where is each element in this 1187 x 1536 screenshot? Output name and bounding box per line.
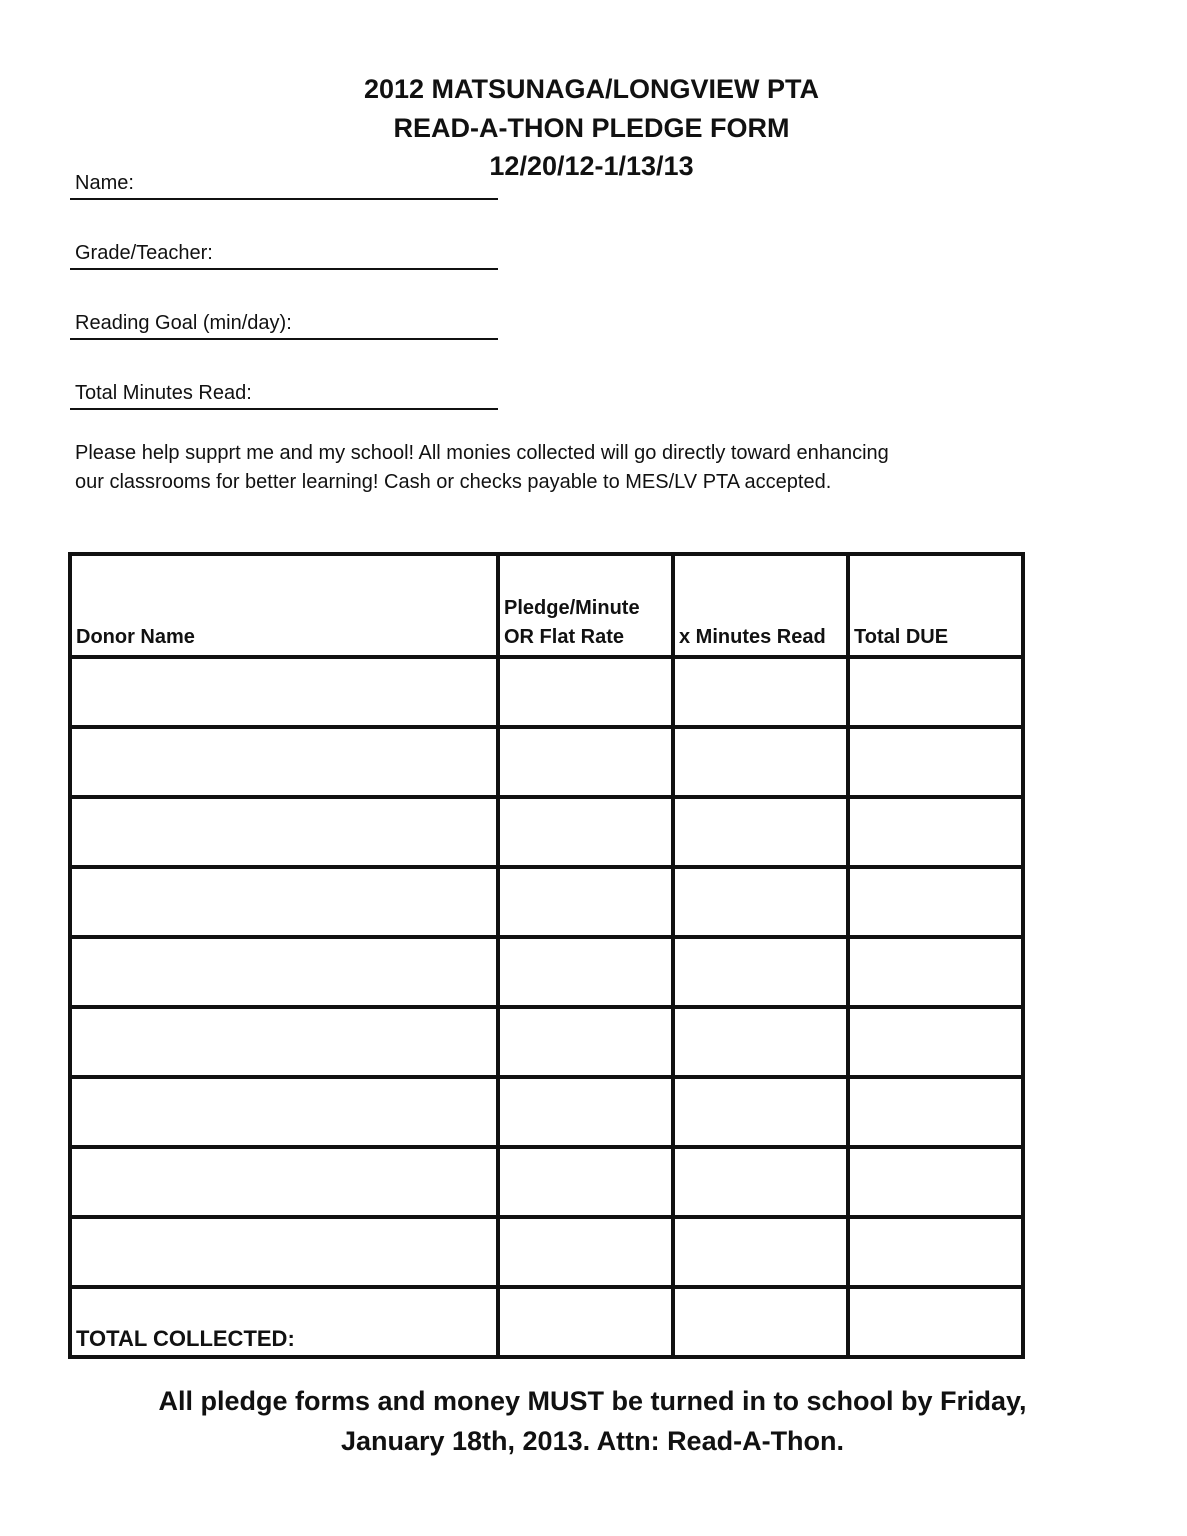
pledge-table <box>68 552 1025 1359</box>
minutes-read-cell[interactable] <box>673 657 848 727</box>
pledge-header-line: Pledge/Minute <box>504 597 640 619</box>
minutes-read-cell[interactable] <box>673 1147 848 1217</box>
intro-line: Please help supprt me and my school! All monies collected will go directly toward enhancing <box>75 442 889 464</box>
column-header-minutes-read: x Minutes Read <box>673 554 848 657</box>
deadline-notice <box>0 1381 1187 1461</box>
title-line-dates: 12/20/12-1/13/13 <box>489 151 694 181</box>
total-minutes-field[interactable] <box>70 382 498 410</box>
total-collected-row <box>70 1287 1023 1357</box>
pledge-rate-cell[interactable] <box>498 867 673 937</box>
table-row <box>70 1147 1023 1217</box>
minutes-read-cell[interactable] <box>673 1077 848 1147</box>
pledge-header-line: OR Flat Rate <box>504 626 625 648</box>
table-row <box>70 657 1023 727</box>
total-due-cell[interactable] <box>848 1007 1023 1077</box>
grade-teacher-label: Grade/Teacher: <box>75 242 213 264</box>
deadline-line: January 18th, 2013. Attn: Read-A-Thon. <box>340 1426 845 1456</box>
total-collected-label-cell <box>70 1287 498 1357</box>
minutes-read-cell[interactable] <box>673 867 848 937</box>
deadline-line: All pledge forms and money MUST be turned in to school by Friday, <box>158 1386 1027 1416</box>
total-due-cell[interactable] <box>848 937 1023 1007</box>
reading-goal-field[interactable] <box>70 312 498 340</box>
pledge-rate-cell[interactable] <box>498 727 673 797</box>
total-collected-label: TOTAL COLLECTED: <box>76 1326 295 1351</box>
donor-name-cell[interactable] <box>70 1077 498 1147</box>
table-row <box>70 727 1023 797</box>
minutes-read-cell[interactable] <box>673 797 848 867</box>
pledge-rate-cell[interactable] <box>498 657 673 727</box>
table-row <box>70 797 1023 867</box>
pledge-rate-cell[interactable] <box>498 1007 673 1077</box>
intro-line: our classrooms for better learning! Cash or checks payable to MES/LV PTA accepted. <box>75 471 832 493</box>
table-row <box>70 937 1023 1007</box>
column-header-pledge-rate <box>498 554 673 657</box>
total-minutes-cell[interactable] <box>673 1287 848 1357</box>
pledge-table-body <box>70 657 1023 1357</box>
total-due-cell[interactable] <box>848 727 1023 797</box>
donor-name-cell[interactable] <box>70 797 498 867</box>
title-line-form: READ-A-THON PLEDGE FORM <box>393 112 790 143</box>
total-minutes-label: Total Minutes Read: <box>75 382 252 404</box>
column-header-donor-name: Donor Name <box>70 554 498 657</box>
reading-goal-label: Reading Goal (min/day): <box>75 312 292 334</box>
minutes-read-cell[interactable] <box>673 1217 848 1287</box>
total-due-cell[interactable] <box>848 867 1023 937</box>
table-row <box>70 1077 1023 1147</box>
intro-paragraph <box>75 439 1075 497</box>
donor-name-cell[interactable] <box>70 727 498 797</box>
table-row <box>70 1007 1023 1077</box>
pledge-rate-cell[interactable] <box>498 797 673 867</box>
table-row <box>70 1217 1023 1287</box>
donor-name-cell[interactable] <box>70 1217 498 1287</box>
donor-name-cell[interactable] <box>70 937 498 1007</box>
form-title <box>0 70 1187 186</box>
total-due-cell[interactable] <box>848 657 1023 727</box>
grade-teacher-field[interactable] <box>70 242 498 270</box>
title-line-pta: 2012 MATSUNAGA/LONGVIEW PTA <box>363 74 820 104</box>
minutes-read-cell[interactable] <box>673 937 848 1007</box>
pledge-rate-cell[interactable] <box>498 937 673 1007</box>
table-header-row <box>70 554 1023 657</box>
column-header-total-due: Total DUE <box>848 554 1023 657</box>
donor-name-cell[interactable] <box>70 657 498 727</box>
pledge-rate-cell[interactable] <box>498 1217 673 1287</box>
minutes-read-cell[interactable] <box>673 727 848 797</box>
total-due-cell[interactable] <box>848 1077 1023 1147</box>
name-label: Name: <box>75 172 134 194</box>
total-due-cell[interactable] <box>848 1147 1023 1217</box>
total-due-cell[interactable] <box>848 797 1023 867</box>
total-pledge-cell[interactable] <box>498 1287 673 1357</box>
pledge-rate-cell[interactable] <box>498 1077 673 1147</box>
name-field[interactable] <box>70 172 498 200</box>
donor-name-cell[interactable] <box>70 867 498 937</box>
table-row <box>70 867 1023 937</box>
pledge-rate-cell[interactable] <box>498 1147 673 1217</box>
donor-name-cell[interactable] <box>70 1007 498 1077</box>
total-due-cell[interactable] <box>848 1217 1023 1287</box>
total-due-cell[interactable] <box>848 1287 1023 1357</box>
minutes-read-cell[interactable] <box>673 1007 848 1077</box>
donor-name-cell[interactable] <box>70 1147 498 1217</box>
